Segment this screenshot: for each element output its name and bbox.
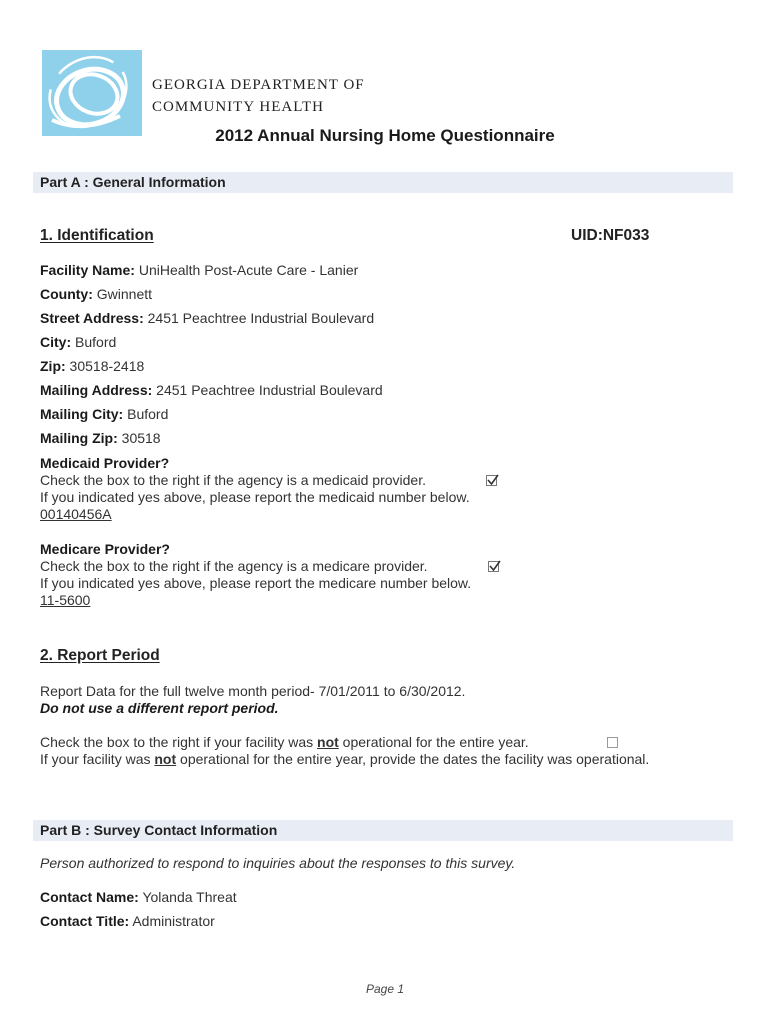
medicaid-instruction: If you indicated yes above, please report the medicaid number below. [40, 489, 470, 505]
text-segment: operational for the entire year, provide the dates the facility was operational. [176, 751, 650, 767]
medicaid-question: Medicaid Provider? [40, 455, 170, 471]
medicare-instruction: If you indicated yes above, please report the medicare number below. [40, 575, 472, 591]
zip-field [40, 358, 144, 374]
mailing-city-field [40, 406, 168, 422]
medicare-question: Medicare Provider? [40, 541, 170, 557]
report-period-heading: 2. Report Period [40, 647, 160, 664]
text-segment: Check the box to the right if your facility was [40, 734, 318, 750]
field-label: Contact Name: [40, 889, 139, 905]
field-label: Mailing Zip: [40, 430, 118, 446]
field-value: Yolanda Threat [142, 889, 237, 905]
field-label: Contact Title: [40, 913, 130, 929]
field-value: 30518 [121, 430, 161, 446]
dch-logo-icon [42, 50, 142, 136]
report-period-line: Report Data for the full twelve month period- 7/01/2011 to 6/30/2012. [40, 683, 466, 699]
field-label: Facility Name: [40, 262, 135, 278]
field-value: 2451 Peachtree Industrial Boulevard [147, 310, 375, 326]
checkmark-icon [486, 473, 500, 487]
field-value: UniHealth Post-Acute Care - Lanier [138, 262, 359, 278]
field-label: County: [40, 286, 93, 302]
contact-title-field [40, 913, 215, 929]
field-value: Administrator [132, 913, 215, 929]
field-value: Buford [75, 334, 117, 350]
mailing-zip-field [40, 430, 161, 446]
operational-dates-instruction [40, 751, 649, 767]
organization-name [152, 74, 365, 118]
field-label: Mailing City: [40, 406, 124, 422]
field-label: City: [40, 334, 72, 350]
checkmark-icon [488, 559, 502, 573]
report-period-warning: Do not use a different report period. [40, 700, 279, 716]
emphasis-not: not [154, 751, 177, 767]
medicare-checkbox[interactable] [488, 561, 499, 572]
street-address-field [40, 310, 374, 326]
field-value: 30518-2418 [69, 358, 145, 374]
text-segment: If your facility was [40, 751, 155, 767]
identification-heading: 1. Identification [40, 227, 154, 244]
facility-name-field [40, 262, 358, 278]
medicare-check-text: Check the box to the right if the agency is a medicare provider. [40, 558, 428, 574]
emphasis-not: not [317, 734, 339, 750]
part-b-header [33, 820, 733, 841]
uid-label: UID:NF033 [571, 227, 650, 244]
county-field [40, 286, 152, 302]
field-label: Street Address: [40, 310, 144, 326]
mailing-address-field [40, 382, 383, 398]
field-value: Buford [127, 406, 169, 422]
medicare-number: 11-5600 [40, 592, 91, 608]
part-a-header [33, 172, 733, 193]
not-operational-checkbox[interactable] [607, 737, 618, 748]
page-number: Page 1 [365, 982, 405, 996]
city-field [40, 334, 116, 350]
part-b-intro: Person authorized to respond to inquiries about the responses to this survey. [40, 855, 516, 871]
medicaid-checkbox[interactable] [486, 475, 497, 486]
part-a-header-label: Part A : General Information [40, 174, 226, 190]
text-segment: operational for the entire year. [338, 734, 529, 750]
contact-name-field [40, 889, 237, 905]
field-value: Gwinnett [96, 286, 153, 302]
not-operational-check-text [40, 734, 529, 750]
medicaid-number: 00140456A [40, 506, 112, 522]
field-label: Mailing Address: [40, 382, 153, 398]
medicaid-check-text: Check the box to the right if the agency is a medicaid provider. [40, 472, 426, 488]
org-name-line-1: GEORGIA DEPARTMENT OF [152, 77, 365, 93]
org-name-line-2: COMMUNITY HEALTH [152, 99, 324, 115]
field-value: 2451 Peachtree Industrial Boulevard [156, 382, 383, 398]
part-b-header-label: Part B : Survey Contact Information [40, 822, 278, 838]
document-title: 2012 Annual Nursing Home Questionnaire [215, 126, 555, 145]
field-label: Zip: [40, 358, 66, 374]
